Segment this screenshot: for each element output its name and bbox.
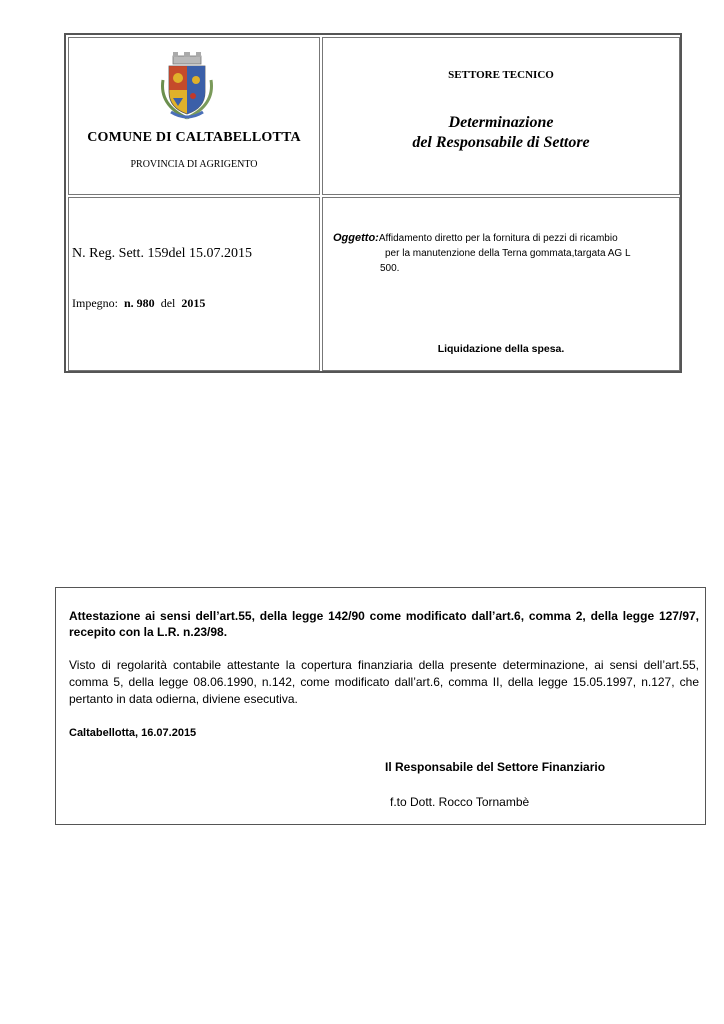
- impegno-line: [72, 296, 205, 311]
- attestazione-date: Caltabellotta, 16.07.2015: [69, 727, 197, 739]
- impegno-year: 2015: [181, 296, 206, 310]
- firma: f.to Dott. Rocco Tornambè: [390, 795, 530, 809]
- oggetto-label: Oggetto:: [333, 232, 379, 244]
- attestazione-box: [55, 587, 706, 825]
- registro-number: N. Reg. Sett. 159del 15.07.2015: [72, 246, 253, 261]
- oggetto-line-1: Affidamento diretto per la fornitura di pezzi di ricambio: [378, 233, 618, 244]
- oggetto-cell: [322, 197, 680, 371]
- settore-title: SETTORE TECNICO: [448, 69, 554, 81]
- attestazione-body: Visto di regolarità contabile attestante la copertura finanziaria della presente determinazione, ai sensi dell’art.55, comma 5, della legge 08.06.1990, n.142, come modificato dall’art.6, comma II, della legge 15.05.1997, n.127, che pertanto in data odierna, diviene esecutiva.: [69, 658, 699, 706]
- responsabile-title: Il Responsabile del Settore Finanziario: [385, 760, 606, 774]
- impegno-number: n. 980: [124, 296, 155, 310]
- header-table: [64, 33, 682, 373]
- determinazione-title: Determinazione: [448, 114, 554, 131]
- settore-cell: [322, 37, 680, 195]
- oggetto-text: [333, 231, 678, 276]
- oggetto-line-2: per la manutenzione della Terna gommata,targata AG L: [385, 248, 631, 259]
- liquidazione-text: Liquidazione della spesa.: [437, 343, 565, 355]
- comune-cell: [68, 37, 320, 195]
- determinazione-subtitle: del Responsabile di Settore: [412, 134, 590, 151]
- impegno-label: Impegno:: [72, 296, 118, 310]
- registro-cell: [68, 197, 320, 371]
- comune-name: COMUNE DI CALTABELLOTTA: [87, 130, 301, 145]
- attestazione-title: Attestazione ai sensi dell’art.55, della legge 142/90 come modificato dall’art.6, comma 2, della legge 127/97, recepito con la L.R. n.23/98.: [69, 609, 699, 639]
- municipal-crest-icon: [153, 50, 221, 122]
- impegno-del: del: [160, 296, 176, 310]
- provincia-name: PROVINCIA DI AGRIGENTO: [130, 159, 258, 170]
- oggetto-line-3: 500.: [380, 263, 400, 274]
